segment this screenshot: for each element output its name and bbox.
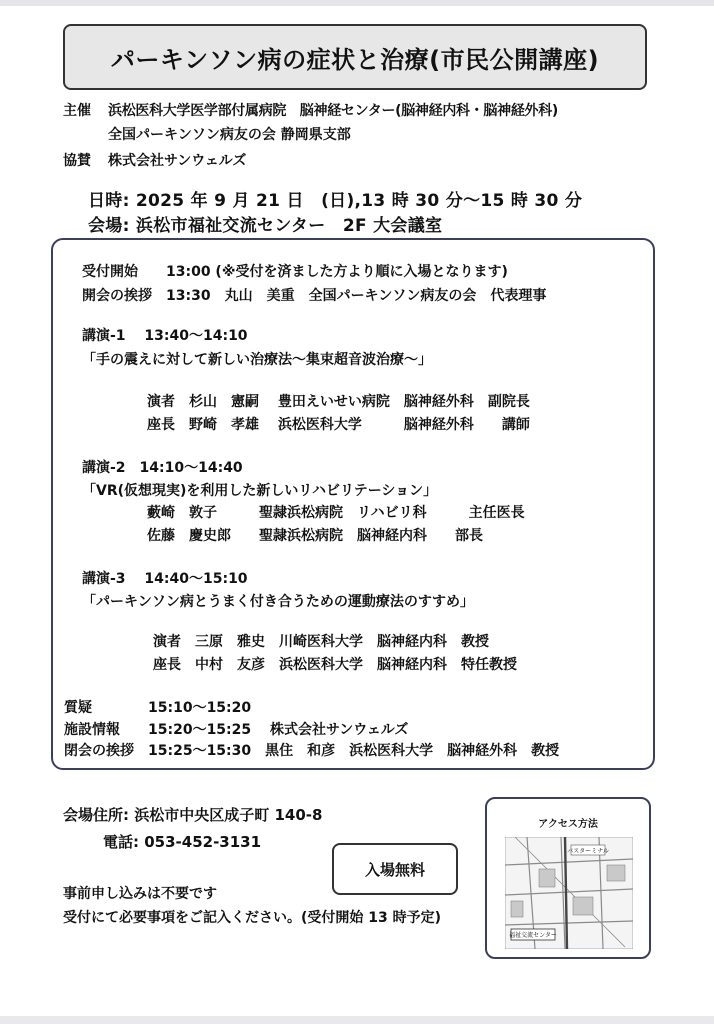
venue-phone: 電話: 053-452-3131 [103, 833, 262, 851]
closing-remarks: 閉会の挨拶 15:25〜15:30 黒住 和彦 浜松医科大学 脳神経外科 教授 [64, 743, 560, 759]
host-line-1: 浜松医科大学医学部付属病院 脳神経センター(脳神経内科・脳神経外科) [108, 103, 559, 119]
lecture-2-header: 講演-2 14:10〜14:40 [82, 460, 243, 476]
map-venue-label: 福祉交流センター [509, 932, 557, 939]
lecture-3-speaker: 演者 三原 雅史 川崎医科大学 脳神経内科 教授 [153, 634, 489, 650]
free-admission-badge: 入場無料 [332, 843, 458, 895]
facility-info-line: 施設情報 15:20〜15:25 株式会社サンウェルズ [64, 722, 409, 738]
program-box [51, 238, 655, 770]
event-venue: 会場: 浜松市福祉交流センター 2F 大会議室 [88, 216, 443, 236]
registration-note-1: 事前申し込みは不要です [63, 886, 217, 902]
opening-remarks: 開会の挨拶 13:30 丸山 美重 全国パーキンソン病友の会 代表理事 [82, 288, 547, 304]
access-map-graphic [505, 837, 633, 949]
page-bottom-edge [0, 1016, 714, 1024]
host-label: 主催 [63, 103, 91, 119]
access-map-box [485, 797, 651, 959]
host-line-2: 全国パーキンソン病友の会 静岡県支部 [108, 127, 351, 143]
venue-address: 会場住所: 浜松市中央区成子町 140-8 [63, 806, 323, 824]
sponsor-name: 株式会社サンウェルズ [108, 153, 247, 169]
lecture-2-title: 「VR(仮想現実)を利用した新しいリハビリテーション」 [82, 483, 438, 499]
lecture-3-chair: 座長 中村 友彦 浜松医科大学 脳神経内科 特任教授 [153, 657, 517, 673]
qa-line: 質疑 15:10〜15:20 [64, 700, 252, 716]
lecture-1-chair: 座長 野崎 孝雄 浜松医科大学 脳神経外科 講師 [147, 417, 530, 433]
map-bus-terminal-label: バスターミナル [567, 848, 609, 855]
sponsor-label: 協賛 [63, 153, 91, 169]
event-datetime: 日時: 2025 年 9 月 21 日 (日),13 時 30 分〜15 時 30 分 [88, 191, 583, 211]
lecture-3-title: 「パーキンソン病とうまく付き合うための運動療法のすすめ」 [82, 594, 474, 610]
reception-line: 受付開始 13:00 (※受付を済ました方より順に入場となります) [82, 264, 508, 280]
registration-note-2: 受付にて必要事項をご記入ください。(受付開始 13 時予定) [63, 910, 442, 926]
lecture-1-title: 「手の震えに対して新しい治療法〜集束超音波治療〜」 [82, 352, 432, 368]
lecture-3-header: 講演-3 14:40〜15:10 [82, 571, 248, 587]
page-title: パーキンソン病の症状と治療(市民公開講座) [63, 24, 647, 90]
access-map-title: アクセス方法 [538, 819, 598, 830]
page-top-edge [0, 0, 714, 6]
lecture-2-speaker: 藪崎 敦子 聖隷浜松病院 リハビリ科 主任医長 [147, 505, 525, 521]
lecture-1-header: 講演-1 13:40〜14:10 [82, 328, 248, 344]
lecture-2-chair: 佐藤 慶史郎 聖隷浜松病院 脳神経内科 部長 [147, 528, 483, 544]
lecture-1-speaker: 演者 杉山 憲嗣 豊田えいせい病院 脳神経外科 副院長 [147, 394, 530, 410]
